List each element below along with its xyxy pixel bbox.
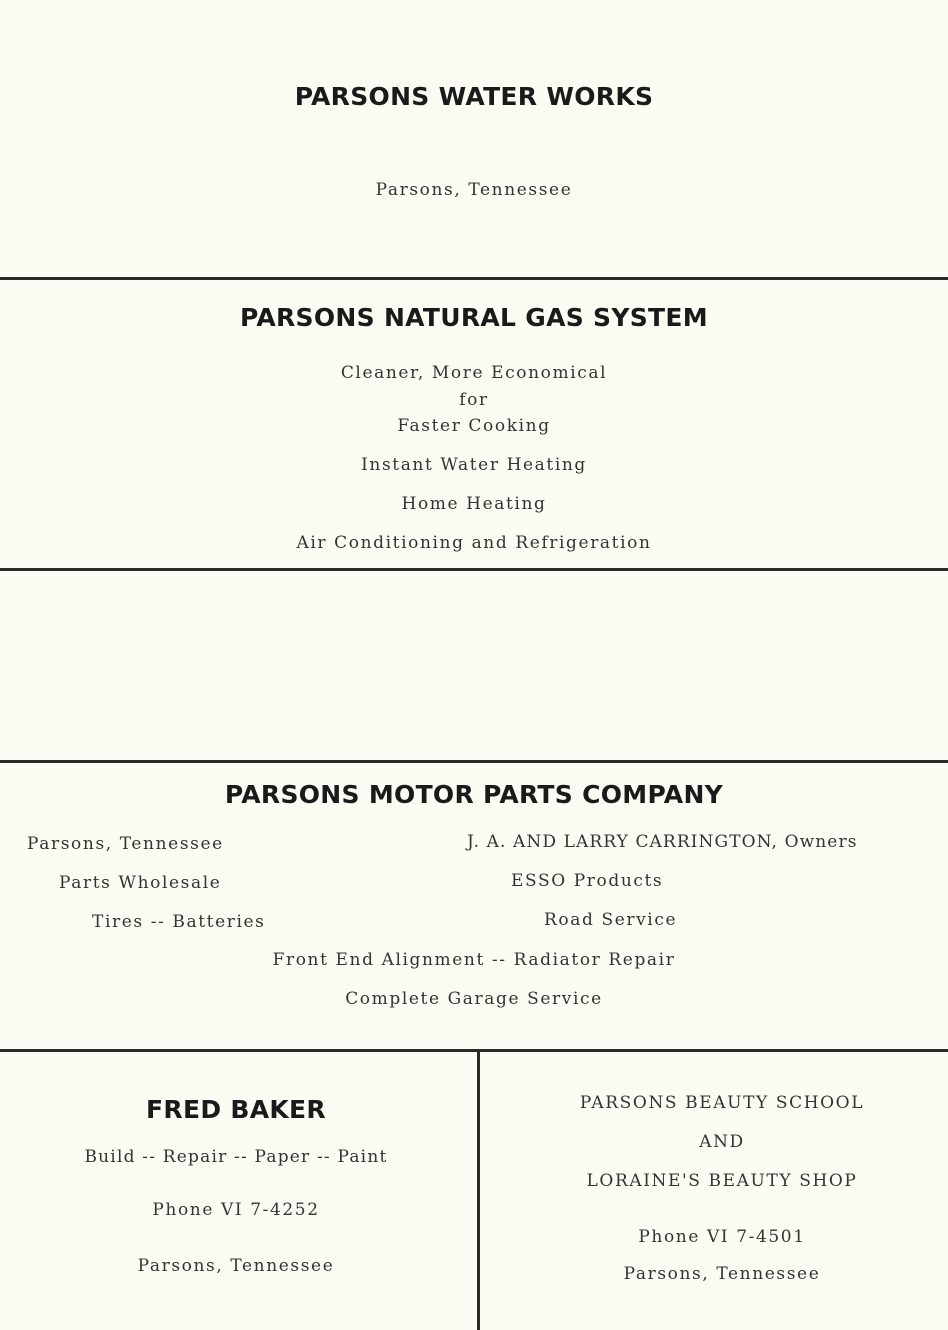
water-works-title: PARSONS WATER WORKS <box>294 82 654 111</box>
motor-parts-title: PARSONS MOTOR PARTS COMPANY <box>224 780 724 809</box>
gas-line: for <box>459 390 489 410</box>
motor-parts-line: ESSO Products <box>511 871 664 891</box>
gas-system-title: PARSONS NATURAL GAS SYSTEM <box>240 303 708 332</box>
motor-parts-owners: J. A. AND LARRY CARRINGTON, Owners <box>467 832 858 852</box>
gas-line: Air Conditioning and Refrigeration <box>296 533 652 553</box>
gas-line: Faster Cooking <box>397 416 551 436</box>
motor-parts-location: Parsons, Tennessee <box>27 834 224 854</box>
divider <box>0 277 948 280</box>
vertical-divider <box>477 1050 480 1330</box>
beauty-school-name: PARSONS BEAUTY SCHOOL <box>579 1093 865 1113</box>
motor-parts-line: Parts Wholesale <box>59 873 222 893</box>
motor-parts-line: Complete Garage Service <box>345 989 603 1009</box>
water-works-location: Parsons, Tennessee <box>375 180 573 200</box>
beauty-school-phone: Phone VI 7-4501 <box>638 1227 806 1247</box>
fred-baker-title: FRED BAKER <box>146 1095 326 1124</box>
divider <box>0 568 948 571</box>
motor-parts-line: Road Service <box>544 910 678 930</box>
divider <box>0 760 948 763</box>
divider <box>0 1049 948 1052</box>
gas-line: Cleaner, More Economical <box>340 363 608 383</box>
fred-baker-location: Parsons, Tennessee <box>137 1256 335 1276</box>
beauty-school-location: Parsons, Tennessee <box>623 1264 821 1284</box>
fred-baker-phone: Phone VI 7-4252 <box>152 1200 320 1220</box>
motor-parts-line: Front End Alignment -- Radiator Repair <box>272 950 676 970</box>
fred-baker-services: Build -- Repair -- Paper -- Paint <box>84 1147 388 1167</box>
gas-line: Home Heating <box>401 494 547 514</box>
gas-line: Instant Water Heating <box>361 455 587 475</box>
beauty-shop-name: LORAINE'S BEAUTY SHOP <box>586 1171 858 1191</box>
motor-parts-line: Tires -- Batteries <box>92 912 266 932</box>
beauty-school-and: AND <box>699 1132 745 1152</box>
